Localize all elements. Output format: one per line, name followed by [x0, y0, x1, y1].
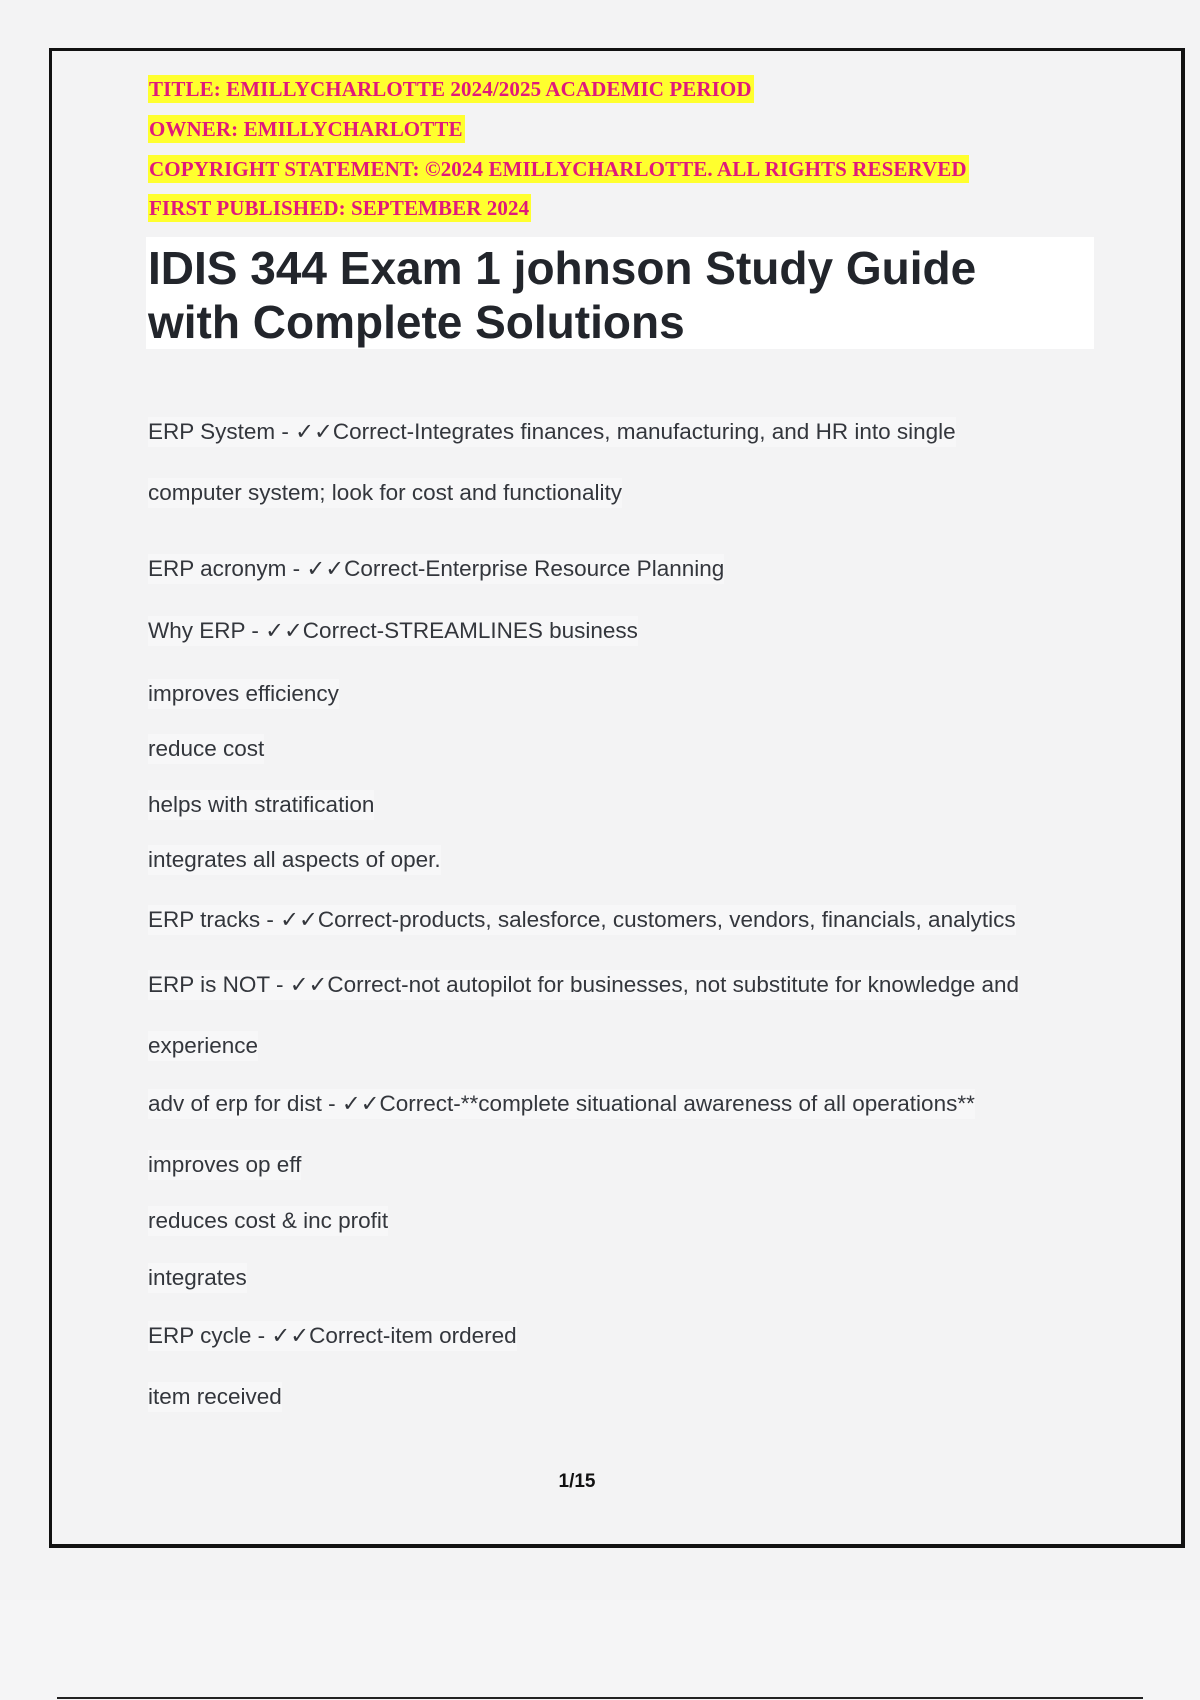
- header-published-line: FIRST PUBLISHED: SEPTEMBER 2024: [149, 196, 530, 220]
- document-title-line-2: with Complete Solutions: [148, 296, 685, 348]
- document-page: [49, 48, 1185, 1548]
- content-line: improves op eff: [148, 1150, 301, 1180]
- content-line: helps with stratification: [148, 790, 374, 820]
- content-line: integrates: [148, 1263, 247, 1293]
- content-line: computer system; look for cost and functionality: [148, 478, 622, 508]
- content-line: adv of erp for dist - ✓✓Correct-**complete situational awareness of all operations**: [148, 1089, 975, 1119]
- content-line: reduces cost & inc profit: [148, 1206, 388, 1236]
- content-line: improves efficiency: [148, 679, 339, 709]
- content-line: ERP System - ✓✓Correct-Integrates finances, manufacturing, and HR into single: [148, 417, 956, 447]
- content-line: experience: [148, 1031, 258, 1061]
- header-copyright-line: COPYRIGHT STATEMENT: ©2024 EMILLYCHARLOTTE. ALL RIGHTS RESERVED: [149, 157, 967, 181]
- content-line: item received: [148, 1382, 282, 1412]
- document-title-line-1: IDIS 344 Exam 1 johnson Study Guide: [148, 242, 977, 294]
- content-line: integrates all aspects of oper.: [148, 845, 441, 875]
- content-line: ERP acronym - ✓✓Correct-Enterprise Resource Planning: [148, 554, 724, 584]
- header-title-line: TITLE: EMILLYCHARLOTTE 2024/2025 ACADEMIC PERIOD: [149, 77, 752, 101]
- header-owner-line: OWNER: EMILLYCHARLOTTE: [149, 117, 463, 141]
- content-line: ERP is NOT - ✓✓Correct-not autopilot for businesses, not substitute for knowledge and: [148, 970, 1019, 1000]
- content-line: ERP cycle - ✓✓Correct-item ordered: [148, 1321, 517, 1351]
- content-line: reduce cost: [148, 734, 264, 764]
- content-line: Why ERP - ✓✓Correct-STREAMLINES business: [148, 616, 638, 646]
- next-page-edge: [57, 1697, 1143, 1699]
- content-line: ERP tracks - ✓✓Correct-products, salesforce, customers, vendors, financials, analytics: [148, 905, 1016, 935]
- page-number: 1/15: [558, 1471, 596, 1492]
- document-title: [146, 237, 1094, 349]
- page-gap: [0, 1600, 1200, 1700]
